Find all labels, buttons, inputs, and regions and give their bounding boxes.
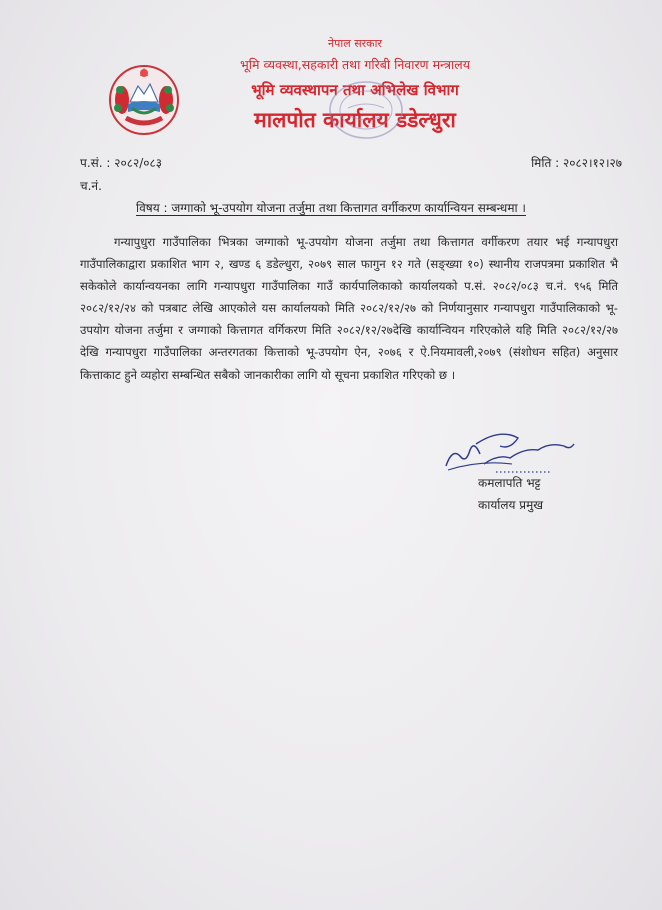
ministry-name: भूमि व्यवस्था,सहकारी तथा गरिबी निवारण मन्त्रालय — [240, 57, 470, 72]
department-name: भूमि व्यवस्थापन तथा अभिलेख विभाग — [251, 81, 459, 99]
reference-number: प.सं. : २०८२/०८३ — [80, 156, 162, 170]
notice-body: गन्यापुधुरा गाउँपालिका भित्रका जग्गाको भू-उपयोग योजना तर्जुमा तथा कित्तागत वर्गीकरण तयार भई गन्यापधुरा गाउँपालिकाद्वारा प्रकाशित भाग २, खण्ड ६ डडेल्धुरा, २०७९ साल फागुन १२ गते (सङ्ख्या १०) स्थानीय राजपत्रमा प्रकाशित भै सकेकोले कार्यान्वयनका लागि गन्यापधुरा गाउँपालिका गाउँ कार्यपालिकाको कार्यालयको प.सं. २०८२/०८३ च.नं. ९५६ मिति २०८२/१२/२४ को पत्रबाट लेखि आएकोले यस कार्यालयको मिति २०८२/१२/२७ को निर्णयानुसार गन्यापधुरा गाउँपालिकाको भू-उपयोग योजना तर्जुमा र जग्गाको कित्तागत वर्गिकरण मिति २०८२/१२/२७देखि कार्यान्वियन गरिएकोले यहि मिति २०८२/१२/२७ देखि गन्यापधुरा गाउँपालिका अन्तरगतका कित्ताको भू-उपयोग ऐन, २०७६ र ऐ.नियमावली,२०७९ (संशोधन सहित) अनुसार कित्ताकाट हुने व्यहोरा सम्बन्धित सबैको जानकारीका लागि यो सूचना प्रकाशित गरिएको छ । — [80, 235, 618, 382]
handwritten-signature-icon — [440, 420, 580, 478]
subject-text: विषय : जग्गाको भू-उपयोग योजना तर्जुमा तथा कित्तागत वर्गीकरण कार्यान्वियन सम्बन्धमा । — [136, 201, 526, 215]
nepal-emblem-icon — [106, 60, 182, 136]
office-stamp-icon — [326, 78, 406, 142]
government-name: नेपाल सरकार — [328, 37, 382, 50]
notice-date: मिति : २०८२।१२।२७ — [531, 156, 622, 170]
signatory-title: कार्यालय प्रमुख — [478, 498, 544, 512]
signatory-name: कमलापति भट्ट — [478, 476, 541, 490]
office-name: मालपोत कार्यालय डडेल्धुरा — [254, 108, 456, 132]
dispatch-number: च.नं. — [80, 179, 102, 193]
subject-line — [0, 199, 662, 216]
